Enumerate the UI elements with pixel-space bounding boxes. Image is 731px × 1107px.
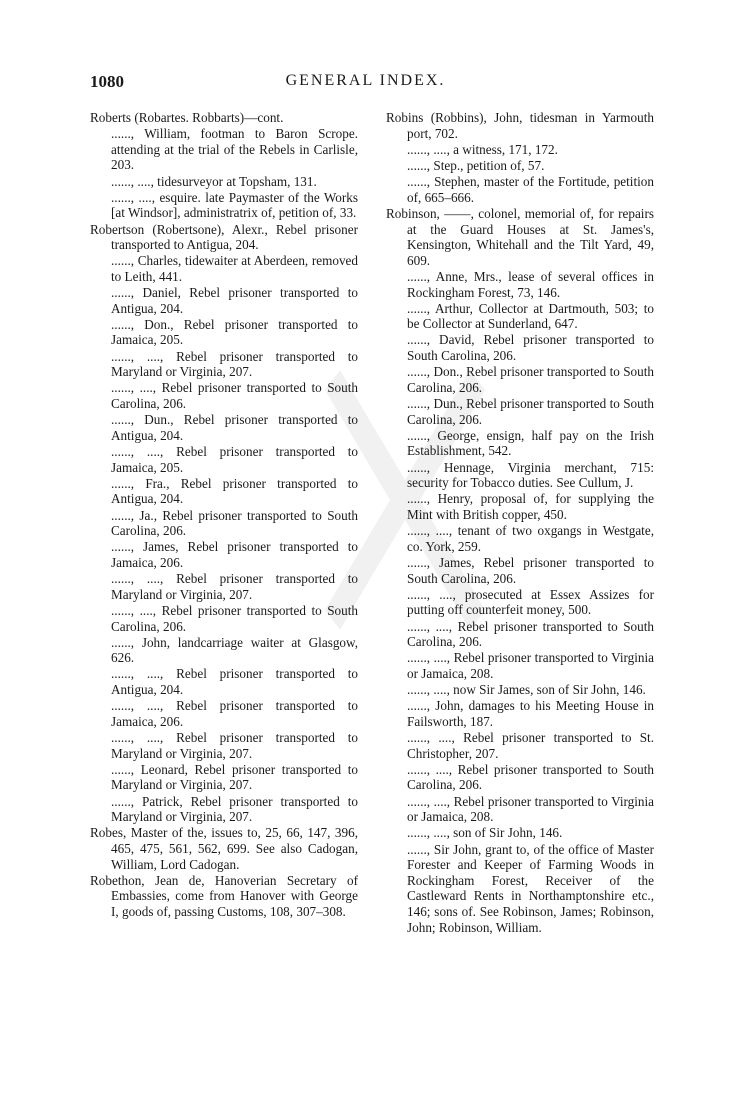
- index-sub-entry: ......, ...., a witness, 171, 172.: [407, 141, 558, 157]
- index-heading-entry: Robethon, Jean de, Hanoverian Secretary of Embassies, come from Hanover with George I, goods of, passing Customs, 108, 307–308.: [90, 872, 358, 919]
- index-heading-entry: Robertson (Robertsone), Alexr., Rebel prisoner transported to Antigua, 204.: [90, 221, 358, 253]
- index-sub-entry: ......, Hennage, Virginia merchant, 715: security for Tobacco duties. See Cullum, J.: [407, 459, 654, 491]
- index-sub-entry: ......, ...., Rebel prisoner transported to Jamaica, 206.: [111, 698, 358, 729]
- index-sub-entry: ......, ...., Rebel prisoner transported to Virginia or Jamaica, 208.: [407, 650, 654, 681]
- index-sub-entry: ......, ...., Rebel prisoner transported to South Carolina, 206.: [111, 380, 358, 412]
- index-sub-entry: ......, ...., Rebel prisoner transported to South Carolina, 206.: [407, 761, 654, 793]
- index-sub-entry: ......, ...., Rebel prisoner transported to Antigua, 204.: [111, 666, 358, 698]
- index-sub-entry: ......, William, footman to Baron Scrope. attending at the trial of the Rebels in Carlisle, 203.: [111, 126, 358, 173]
- index-sub-entry: ......, Arthur, Collector at Dartmouth, 503; to be Collector at Sunderland, 647.: [407, 300, 654, 332]
- index-sub-entry: ......, Dun., Rebel prisoner transported to South Carolina, 206.: [407, 396, 654, 427]
- index-sub-entry: ......, John, landcarriage waiter at Glasgow, 626.: [111, 634, 358, 666]
- index-heading-entry: Robins (Robbins), John, tidesman in Yarmouth port, 702.: [386, 110, 654, 141]
- index-sub-entry: ......, Ja., Rebel prisoner transported to South Carolina, 206.: [111, 507, 358, 539]
- index-sub-entry: ......, George, ensign, half pay on the Irish Establishment, 542.: [407, 427, 654, 459]
- page-header: [0, 72, 731, 96]
- index-sub-entry: ......, ...., Rebel prisoner transported to St. Christopher, 207.: [407, 730, 654, 761]
- index-sub-entry: ......, Stephen, master of the Fortitude, petition of, 665–666.: [407, 174, 654, 205]
- index-heading-entry: Robes, Master of the, issues to, 25, 66, 147, 396, 465, 475, 561, 562, 699. See also Cadogan, William, Lord Cadogan.: [90, 825, 358, 872]
- index-sub-entry: ......, James, Rebel prisoner transported to Jamaica, 206.: [111, 539, 358, 570]
- index-sub-entry: ......, ...., Rebel prisoner transported to South Carolina, 206.: [407, 618, 654, 650]
- index-sub-entry: ......, Don., Rebel prisoner transported to South Carolina, 206.: [407, 364, 654, 395]
- index-sub-entry: ......, ...., Rebel prisoner transported to Jamaica, 205.: [111, 444, 358, 475]
- index-heading-entry: Robinson, ——, colonel, memorial of, for repairs at the Guard Houses at St. James's, Kensington, Whitehall and the Tilt Yard, 49, 609.: [386, 205, 654, 268]
- index-sub-entry: ......, Leonard, Rebel prisoner transported to Maryland or Virginia, 207.: [111, 761, 358, 793]
- index-heading-entry: Roberts (Robartes. Robbarts)—cont.: [90, 110, 284, 125]
- index-sub-entry: ......, Dun., Rebel prisoner transported to Antigua, 204.: [111, 412, 358, 443]
- index-sub-entry: ......, Henry, proposal of, for supplying the Mint with British copper, 450.: [407, 491, 654, 522]
- index-sub-entry: ......, ...., Rebel prisoner transported to South Carolina, 206.: [111, 602, 358, 634]
- index-sub-entry: ......, Patrick, Rebel prisoner transported to Maryland or Virginia, 207.: [111, 793, 358, 825]
- index-sub-entry: ......, Charles, tidewaiter at Aberdeen, removed to Leith, 441.: [111, 253, 358, 284]
- index-sub-entry: ......, ...., Rebel prisoner transported to Maryland or Virginia, 207.: [111, 348, 358, 380]
- index-sub-entry: ......, Anne, Mrs., lease of several offices in Rockingham Forest, 73, 146.: [407, 268, 654, 300]
- index-sub-entry: ......, Fra., Rebel prisoner transported to Antigua, 204.: [111, 475, 358, 507]
- index-sub-entry: ......, ...., Rebel prisoner transported to Maryland or Virginia, 207.: [111, 571, 358, 602]
- index-sub-entry: ......, ...., Rebel prisoner transported to Maryland or Virginia, 207.: [111, 730, 358, 761]
- index-sub-entry: ......, ...., now Sir James, son of Sir John, 146.: [407, 682, 646, 698]
- index-sub-entry: ......, Don., Rebel prisoner transported to Jamaica, 205.: [111, 316, 358, 348]
- index-sub-entry: ......, ...., son of Sir John, 146.: [407, 825, 563, 841]
- index-sub-entry: ......, ...., esquire. late Paymaster of the Works [at Windsor], administratrix of, petition of, 33.: [111, 189, 358, 221]
- index-sub-entry: ......, John, damages to his Meeting House in Failsworth, 187.: [407, 698, 654, 729]
- index-sub-entry: ......, ...., Rebel prisoner transported to Virginia or Jamaica, 208.: [407, 793, 654, 825]
- index-sub-entry: ......, Step., petition of, 57.: [407, 157, 545, 173]
- running-title: GENERAL INDEX.: [285, 72, 446, 89]
- index-sub-entry: ......, Sir John, grant to, of the office of Master Forester and Keeper of Farming Woods in Rockingham Forest, Receiver of the Castleward Rents in Northamptonshire etc., 146; sons of. See Robinson, James; Robinson, John; Robinson, William.: [407, 841, 654, 935]
- index-sub-entry: ......, ...., tidesurveyor at Topsham, 131.: [111, 173, 317, 189]
- index-sub-entry: ......, ...., tenant of two oxgangs in Westgate, co. York, 259.: [407, 523, 654, 554]
- index-column-right: [386, 110, 654, 935]
- index-sub-entry: ......, ...., prosecuted at Essex Assizes for putting off counterfeit money, 500.: [407, 586, 654, 618]
- index-sub-entry: ......, Daniel, Rebel prisoner transported to Antigua, 204.: [111, 285, 358, 316]
- index-sub-entry: ......, David, Rebel prisoner transported to South Carolina, 206.: [407, 332, 654, 364]
- index-sub-entry: ......, James, Rebel prisoner transported to South Carolina, 206.: [407, 554, 654, 586]
- index-column-left: [90, 110, 358, 920]
- page-number: 1080: [90, 72, 124, 91]
